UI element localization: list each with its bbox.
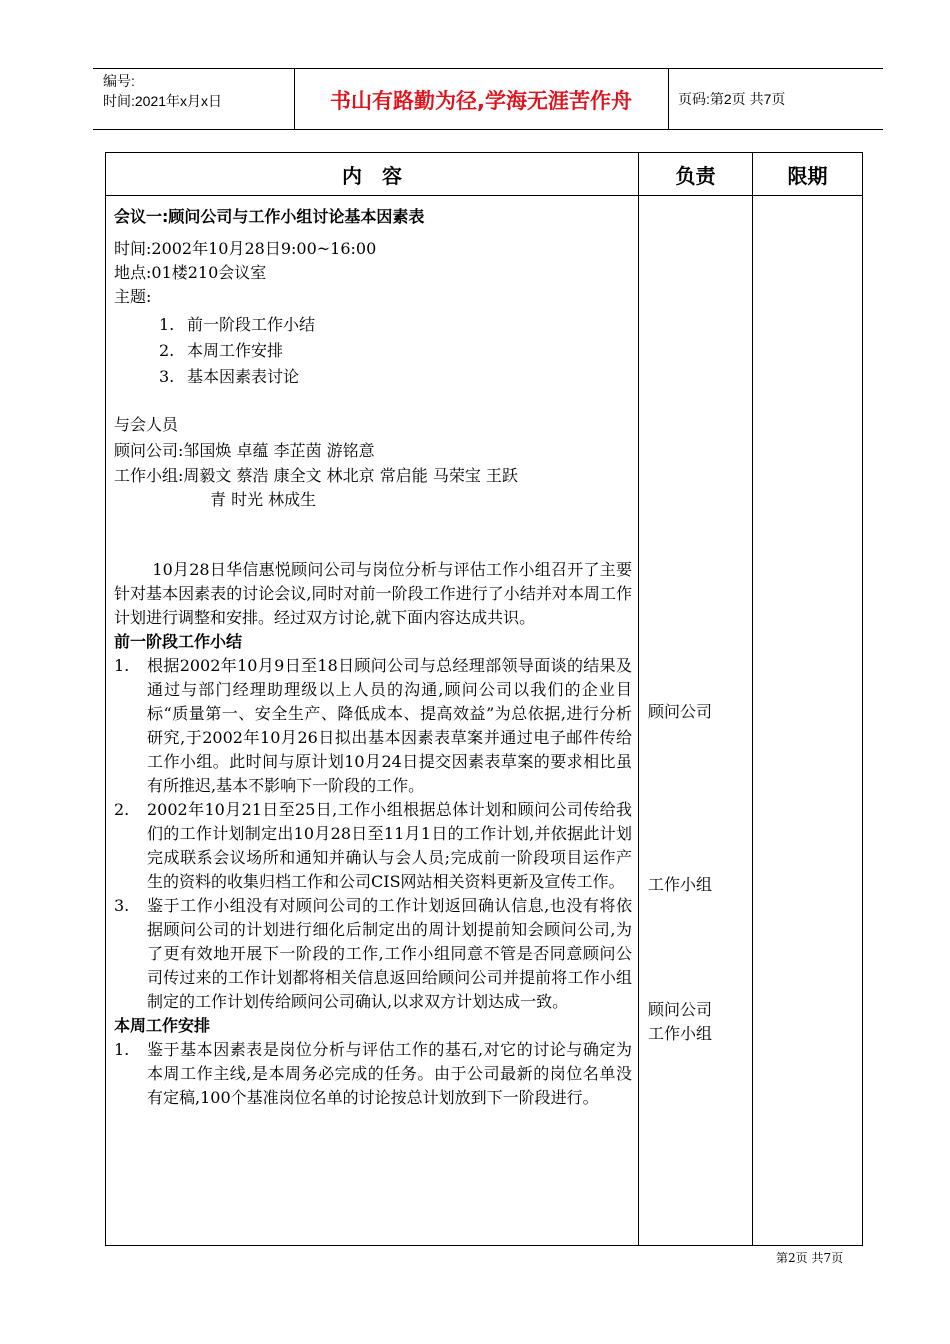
section-title: 本周工作安排 bbox=[114, 1016, 211, 1035]
column-divider bbox=[638, 152, 639, 1246]
list-item: 2. 2002年10月21日至25日,工作小组根据总体计划和顾问公司传给我们的工作计划制定出10月28日至11月1日的工作计划,并依据此计划完成联系会议场所和通知并确认与会人员;完成前一阶段项目运作产生的资料的收集归档工作和公司CIS网站相关资料更新及宣传工作。 bbox=[114, 800, 632, 891]
responsible-party: 顾问公司 bbox=[648, 1000, 713, 1019]
header-top-rule bbox=[93, 68, 883, 69]
number-label: 编号: bbox=[103, 73, 135, 89]
header-page-info: 页码:第2页 共7页 bbox=[678, 91, 786, 107]
list-item: 1. 根据2002年10月9日至18日顾问公司与总经理部领导面谈的结果及通过与部门经理助理级以上人员的沟通,顾问公司以我们的企业目标“质量第一、安全生产、降低成本、提高效益”为总依据,进行分析研究,于2002年10月26日拟出基本因素表草案并通过电子邮件传给工作小组。此时间与原计划10月24日提交因素表草案的要求相比虽有所推迟,基本不影响下一阶段的工作。 bbox=[114, 656, 632, 795]
column-header-deadline: 限期 bbox=[787, 163, 828, 188]
header-meta bbox=[103, 71, 222, 111]
content-cell bbox=[114, 205, 632, 1110]
attendees-consultant: 顾问公司:邹国焕 卓蕴 李芷茵 游铭意 bbox=[114, 441, 375, 460]
meeting-title: 会议一:顾问公司与工作小组讨论基本因素表 bbox=[114, 207, 425, 226]
attendees-team-continued: 青 时光 林成生 bbox=[210, 490, 317, 509]
column-header-content: 内 容 bbox=[342, 163, 402, 188]
attendees-label: 与会人员 bbox=[114, 415, 179, 434]
list-item: 1. 鉴于基本因素表是岗位分析与评估工作的基石,对它的讨论与确定为本周工作主线,是本周务必完成的任务。由于公司最新的岗位名单没有定稿,100个基准岗位名单的讨论按总计划放到下一阶段进行。 bbox=[114, 1040, 632, 1107]
section-title: 前一阶段工作小结 bbox=[114, 632, 243, 651]
list-item: 3. 鉴于工作小组没有对顾问公司的工作计划返回确认信息,也没有将依据顾问公司的计划进行细化后制定出的周计划提前知会顾问公司,为了更有效地开展下一阶段的工作,工作小组同意不管是否同意顾问公司传过来的工作计划都将相关信息返回给顾问公司并提前将工作小组制定的工作计划传给顾问公司确认,以求双方计划达成一致。 bbox=[114, 896, 632, 1011]
attendees-team: 工作小组:周毅文 蔡浩 康全文 林北京 常启能 马荣宝 王跃 bbox=[114, 466, 518, 485]
header-motto: 书山有路勤为径,学海无涯苦作舟 bbox=[330, 89, 632, 113]
topic-item: 2. 本周工作安排 bbox=[159, 341, 284, 360]
header-divider bbox=[668, 68, 669, 129]
topic-list bbox=[114, 312, 632, 390]
responsible-party: 工作小组 bbox=[648, 875, 713, 894]
topic-item: 3. 基本因素表讨论 bbox=[159, 367, 300, 386]
column-header-responsible: 负责 bbox=[675, 163, 716, 188]
time-label: 时间:2021年x月x日 bbox=[103, 93, 223, 109]
header-row-divider bbox=[105, 195, 863, 196]
topic-label: 主题: bbox=[114, 287, 152, 306]
topic-item: 1. 前一阶段工作小结 bbox=[159, 315, 316, 334]
responsible-party: 工作小组 bbox=[648, 1024, 713, 1043]
responsible-party: 顾问公司 bbox=[648, 702, 713, 721]
meeting-place: 地点:01楼210会议室 bbox=[114, 263, 267, 282]
header-bottom-rule bbox=[93, 129, 883, 130]
meeting-time: 时间:2002年10月28日9:00~16:00 bbox=[114, 239, 377, 258]
column-divider bbox=[752, 152, 753, 1246]
footer-page-info: 第2页 共7页 bbox=[776, 1251, 844, 1265]
intro-paragraph: 10月28日华信惠悦顾问公司与岗位分析与评估工作小组召开了主要针对基本因素表的讨论会议,同时对前一阶段工作进行了小结并对本周工作计划进行调整和安排。经过双方讨论,就下面内容达成共识。 bbox=[114, 560, 632, 627]
